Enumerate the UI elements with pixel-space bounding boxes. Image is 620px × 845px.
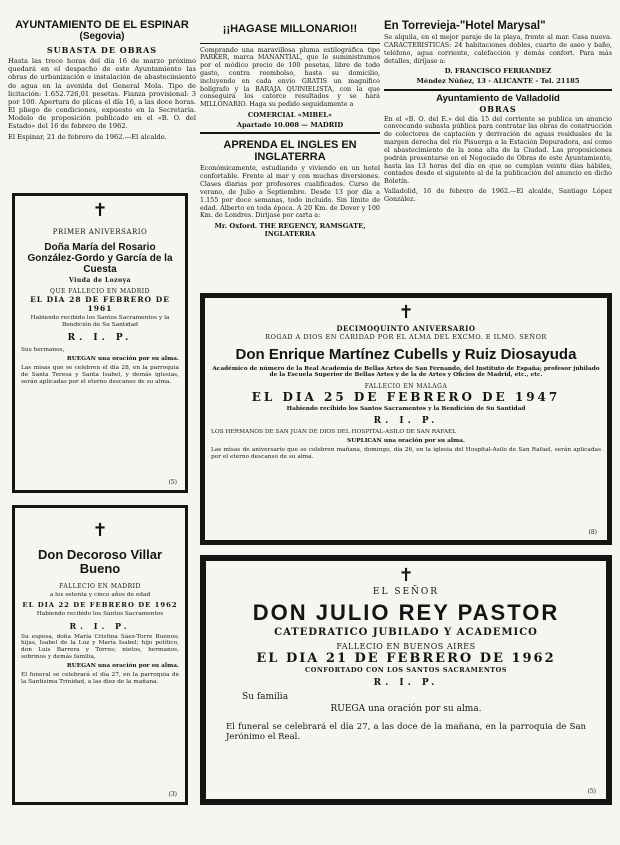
espinar-title: AYUNTAMIENTO DE EL ESPINAR <box>15 19 189 31</box>
valladolid-signature: Valladolid, 16 de febrero de 1962.—El alcalde, Santiago López González. <box>384 186 612 203</box>
rey-pastor-date: EL DIA 21 DE FEBRERO DE 1962 <box>256 651 556 667</box>
cubells-family: LOS HERMANOS DE SAN JUAN DE DIOS DEL HOSPITAL-ASILO DE SAN RAFAEL <box>211 429 457 436</box>
espinar-section: SUBASTA DE OBRAS <box>46 45 158 56</box>
rey-pastor-name: DON JULIO REY PASTOR <box>252 600 560 625</box>
torrevieja-body: Se alquila, en el mejor paraje de la playa, frente al mar. Casa nueva. CARACTERISTICAS: 24 habitaciones dobles, cuarto de aseo y baño, teléfono, agua corriente, calefacción y demás confort. Para más detalles, diríjase a: <box>384 33 612 65</box>
villar-age: a los setenta y cinco años de edad <box>49 591 151 598</box>
gonzalez-widow: Viuda de Lozoya <box>69 277 131 284</box>
villar-name: Don Decoroso Villar Bueno <box>37 547 162 577</box>
ingles-contact: Mr. Oxford. THE REGENCY, RAMSGATE, INGLATERRA <box>214 222 366 239</box>
cubells-name: Don Enrique Martínez Cubells y Ruiz Diosayuda <box>235 346 577 363</box>
villar-date: EL DIA 22 DE FEBRERO DE 1962 <box>22 600 178 609</box>
gonzalez-heading: PRIMER ANIVERSARIO <box>52 228 148 236</box>
rey-pastor-heading: EL SEÑOR <box>372 587 440 597</box>
ingles-body: Económicamente, estudiando y viviendo en un hotel confortable. Frente al mar y con muchas diversiones. Clases diarias por profesores cualificados. Curso de verano, de Julio a Septiembre. Desde 13 por día a 1.155 por doce semanas, todo incluido. Sin límite de edad. Alberto en toda época. A 20 Km. de Dover y 100 Km. de Londres. Diríjase por carta a: <box>200 164 380 220</box>
gonzalez-rip: R. I. P. <box>67 332 133 343</box>
rey-pastor-titles: CATEDRATICO JUBILADO Y ACADEMICO <box>274 627 538 639</box>
cubells-titles: Académico de número de la Real Academia de Bellas Artes de San Fernando, del Instituto de España; profesor jubilado de la Escuela Superior de Bellas Artes y de la de Artes y Oficios de Madrid, etc., etc. <box>212 365 600 379</box>
villar-funeral: El funeral se celebrará el día 27, en la parroquia de la Santísima Trinidad, a las diez de la mañana. <box>21 672 179 686</box>
cubells-ref: (8) <box>588 529 597 536</box>
villar-rip: R. I. P. <box>69 620 131 631</box>
gonzalez-masses: Las misas que se celebren el día 28, en la parroquia de Santa Teresa y Santa Isabel, y demás iglesias, serán aplicadas por el eterno descanso de su alma. <box>21 364 179 385</box>
gonzalez-died-line: QUE FALLECIO EN MADRID <box>50 288 150 295</box>
rey-pastor-sacraments: CONFORTADO CON LOS SANTOS SACRAMENTOS <box>305 666 507 675</box>
left-column <box>8 20 196 143</box>
cubells-masses: Las misas de aniversario que se celebren mañana, domingo, día 26, en la iglesia del Hospital-Asilo de San Rafael, serán aplicadas por el eterno descanso de su alma. <box>211 447 601 461</box>
gonzalez-sacraments: Habiendo recibido los Santos Sacramentos y la Bendición de Su Santidad <box>30 315 170 328</box>
villar-sacraments: Habiendo recibido los Santos Sacramentos <box>36 610 164 617</box>
cubells-date: EL DIA 25 DE FEBRERO DE 1947 <box>251 390 561 405</box>
middle-column <box>200 20 380 241</box>
villar-died-line: FALLECIO EN MADRID <box>59 582 141 590</box>
villar-ref: (3) <box>168 791 177 798</box>
espinar-subtitle: (Segovia) <box>79 30 125 42</box>
gonzalez-date: EL DIA 28 DE FEBRERO DE 1961 <box>30 295 170 313</box>
cross-icon: ✝ <box>92 520 108 541</box>
cubells-request: SUPLICAN una oración por su alma. <box>347 438 465 445</box>
rey-pastor-died-line: FALLECIO EN BUENOS AIRES <box>336 642 476 652</box>
cubells-died-line: FALLECIO EN MALAGA <box>364 383 448 391</box>
gonzalez-request: RUEGAN una oración por su alma. <box>66 355 179 362</box>
millonario-company: COMERCIAL «MIBEL» <box>247 111 333 120</box>
right-column <box>384 20 612 206</box>
valladolid-body: En el «B. O. del E.» del día 15 del corriente se publica un anuncio convocando subasta pública para contratar las obras de construcción de colectores de captación y derivación de aguas residuales de la margen derecha del río Pisuerga a la Estación Depuradora, así como el abastecimiento de la zona alta de la Ciudad. Las proposiciones podrán presentarse en el Negociado de Obras de este Ayuntamiento, hasta las 13 horas del día en que se cumplan veinte días hábiles, contados desde el siguiente al de la publicación del anuncio en dicho Boletín. <box>384 114 612 186</box>
millonario-address: Apartado 10.008 — MADRID <box>236 121 344 130</box>
villar-request: RUEGAN una oración por su alma. <box>66 663 179 670</box>
cross-icon: ✝ <box>398 302 414 323</box>
rey-pastor-family: Su familia <box>242 692 289 703</box>
obituary-rey-pastor <box>200 555 612 805</box>
gonzalez-name: Doña María del Rosario González-Gordo y García de la Cuesta <box>27 242 173 275</box>
cross-icon: ✝ <box>92 200 108 221</box>
cross-icon: ✝ <box>398 565 414 586</box>
rey-pastor-ref: (5) <box>587 788 596 795</box>
torrevieja-address: Méndez Núñez, 13 - ALICANTE - Tel. 21185 <box>416 77 580 86</box>
torrevieja-title: En Torrevieja-"Hotel Marysal" <box>384 20 546 32</box>
rey-pastor-rip: R. I. P. <box>373 678 439 689</box>
rey-pastor-request: RUEGA una oración por su alma. <box>330 704 482 715</box>
cubells-rip: R. I. P. <box>373 416 439 427</box>
espinar-signature: El Espinar, 21 de febrero de 1962.—El alcalde. <box>8 132 167 141</box>
cubells-heading: DECIMOQUINTO ANIVERSARIO <box>336 324 476 333</box>
gonzalez-family: Sus hermanos, <box>21 346 65 353</box>
millonario-title: ¡¡HAGASE MILLONARIO!! <box>222 23 358 35</box>
valladolid-title: Ayuntamiento de Valladolid <box>436 92 560 104</box>
espinar-body: Hasta las trece horas del día 16 de marzo próximo quedará en el despacho de este Ayuntamiento las obras de urbanización e instalación de abastecimiento de agua en la avenida del General Mola. Tipo de licitación: 1.652.726,01 pesetas. Fianza provisional: 3 por 100. Apertura de plicas el día 16, a las doce horas. El pliego de condiciones, expuesto en la Secretaría. Modelo de proposición publicado en el «B. O. del Estado» del 16 de febrero de 1962. <box>8 57 196 131</box>
cubells-subheading: ROGAD A DIOS EN CARIDAD POR EL ALMA DEL EXCMO. E ILMO. SEÑOR <box>265 333 547 341</box>
millonario-body: Comprando una maravillosa pluma estilográfica tipo PARKER, marca MANANTIAL, que le suministramos por el módico precio de 100 pesetas, libre de todo gasto, contra reembolso, hasta su domicilio, incluyendo en cada envío GRATIS un magnífico bolígrafo y la BARAJA QUINIELISTA, con la que conseguirá los catorce resultados y se hará MILLONARIO. Haga su pedido seguidamente a <box>200 45 380 109</box>
valladolid-section: OBRAS <box>479 103 517 114</box>
rey-pastor-funeral: El funeral se celebrará el día 27, a las doce de la mañana, en la parroquia de San Jerónimo el Real. <box>226 722 586 743</box>
ingles-title: APRENDA EL INGLES EN INGLATERRA <box>223 139 357 163</box>
obituary-villar <box>12 505 188 805</box>
villar-family: Su esposa, doña María Cristina Sáez-Torre Buenos; hijas, Isabel de la Luz y María Isabel; hijo político, don Luis Barrera y Torres; nietos, hermanos, sobrinos y demás familia, <box>21 633 179 661</box>
obituary-gonzalez <box>12 193 188 493</box>
obituary-cubells <box>200 293 612 545</box>
torrevieja-contact: D. FRANCISCO FERRANDEZ <box>444 67 552 76</box>
gonzalez-ref: (5) <box>168 479 177 486</box>
cubells-sacraments: Habiendo recibido los Santos Sacramentos y la Bendición de Su Santidad <box>286 406 526 413</box>
